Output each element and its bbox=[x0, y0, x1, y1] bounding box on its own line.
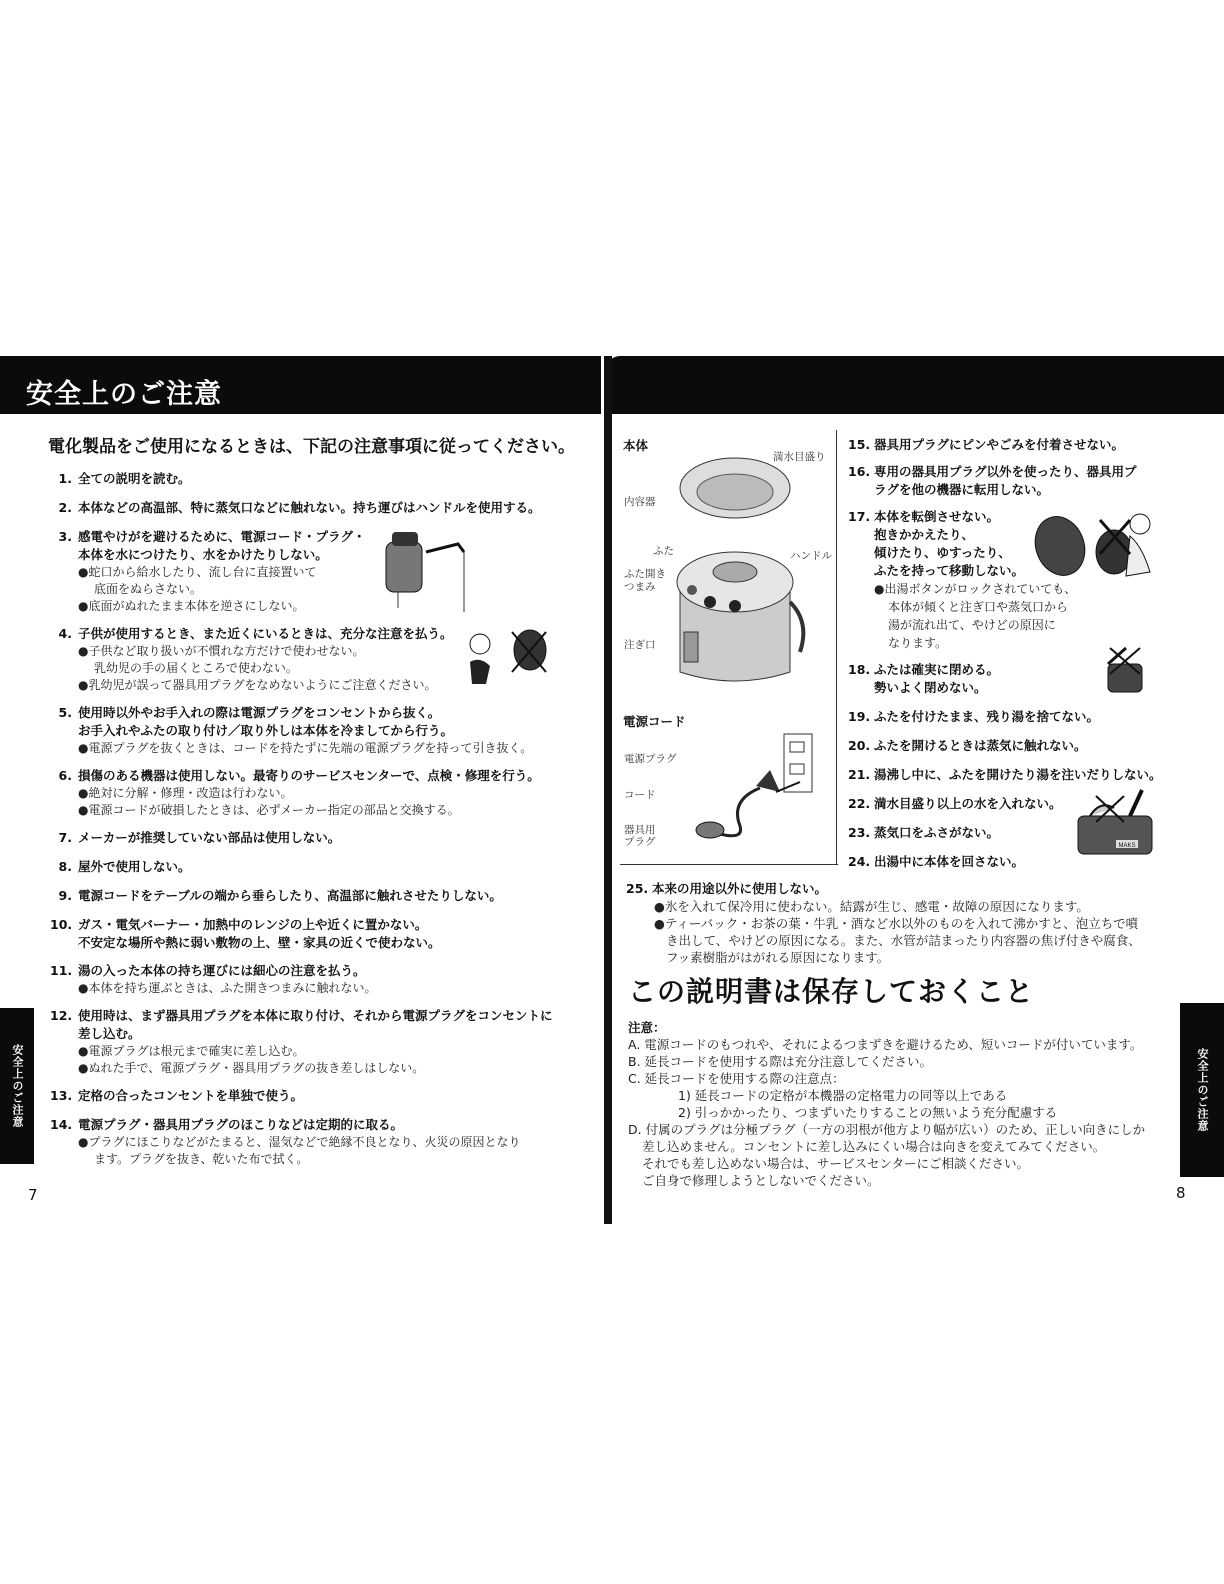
label-lid-open: ふた開き bbox=[624, 568, 666, 580]
label-full-mark: 満水目盛り bbox=[773, 451, 826, 463]
notes-block: 注意： A. 電源コードのもつれや、それによるつまずきを避けるため、短いコードが付いています。 B. 延長コードを使用する際は充分注意してください。 C. 延長コードを使用する際の注意点： 1) 延長コードの定格が本機器の定格電力の同等以上である 2) 引っかかったり、つまずいたりすることの無いよう充分配慮する D. 付属のプラグは分極プラグ（一方の羽根が他方より幅が広い）のため、正しい向きにしか 差し込めません。コンセントに差し込みにくい場合は向きを変えてみてください。 それでも差し込めない場合は、サービスセンターにご相談ください。 ご自身で修理しようとしないでください。 bbox=[628, 1018, 1176, 1189]
label-spout: 注ぎ口 bbox=[624, 639, 656, 651]
list-item: 2. 本体などの高温部、特に蒸気口などに触れない。持ち運びはハンドルを使用する。 bbox=[58, 500, 541, 515]
label-lid-open-2: つまみ bbox=[624, 581, 656, 593]
list-item: 9. 電源コードをテーブルの端から垂らしたり、高温部に触れさせたりしない。 bbox=[58, 888, 502, 903]
list-item: 16. 専用の器具用プラグ以外を使ったり、器具用プ ラグを他の機器に転用しない。 bbox=[848, 464, 1137, 497]
item-25: 25. 本来の用途以外に使用しない。 ●氷を入れて保冷用に使わない。結露が生じ、感電・故障の原因になります。 ●ティーバック・お茶の葉・牛乳・酒など水以外のものを入れて沸かすと、泡立ちで噴 き出して、やけどの原因になる。また、水管が詰まったり内容器の焦げ付きや腐食、 フッ素樹脂がはがれる原因になります。 bbox=[626, 881, 1141, 965]
notes-heading: 注意： bbox=[628, 1020, 666, 1035]
list-item: 19. ふたを付けたまま、残り湯を捨てない。 bbox=[848, 709, 1100, 724]
list-item: 13. 定格の合ったコンセントを単独で使う。 bbox=[50, 1088, 304, 1103]
list-item: 15. 器具用プラグにピンやごみを付着させない。 bbox=[848, 437, 1125, 452]
list-item: 23. 蒸気口をふさがない。 bbox=[848, 825, 1000, 840]
list-item: 12. 使用時は、まず器具用プラグを本体に取り付け、それから電源プラグをコンセントに 差し込む。 ●電源プラグは根元まで確実に差し込む。 ●ぬれた手で、電源プラグ・器具用プラグの抜き差しはしない。 bbox=[50, 1008, 553, 1075]
right-divider-horizontal bbox=[620, 864, 838, 865]
intro-text: 電化製品をご使用になるときは、下記の注意事項に従ってください。 bbox=[48, 437, 575, 457]
maks-label: MAKS bbox=[1118, 843, 1136, 849]
child-pot-illustration bbox=[450, 622, 550, 692]
pot-body-illustration bbox=[640, 452, 830, 692]
list-item: 1. 全ての説明を読む。 bbox=[58, 471, 191, 486]
label-lid: ふた bbox=[653, 545, 674, 557]
list-item: 22. 満水目盛り以上の水を入れない。 bbox=[848, 796, 1062, 811]
list-item: 21. 湯沸し中に、ふたを開けたり湯を注いだりしない。 bbox=[848, 767, 1162, 782]
list-item: 3. 感電やけがを避けるために、電源コード・プラグ・ 本体を水につけたり、水をかけたりしない。 ●蛇口から給水したり、流し台に直接置いて 底面をぬらさない。 ●底面がぬれたまま本体を逆さにしない。 bbox=[58, 529, 366, 613]
side-tab-left: 安全上のご注意 bbox=[0, 1008, 34, 1164]
page-title: 安全上のご注意 bbox=[26, 379, 222, 410]
list-item: 17. 本体を転倒させない。 抱きかかえたり、 傾けたり、ゆすったり、 ふたを持って移動しない。 ●出湯ボタンがロックされていても、 本体が傾くと注ぎ口や蒸気口から 湯が流れ出て、やけどの原因に なります。 bbox=[848, 509, 1077, 650]
pot-under-faucet-illustration bbox=[378, 522, 478, 622]
label-appliance-plug-2: プラグ bbox=[624, 836, 656, 848]
page-number-right: 8 bbox=[1176, 1184, 1186, 1202]
side-tab-right: 安全上のご注意 bbox=[1180, 1003, 1224, 1177]
page-number-left: 7 bbox=[28, 1186, 38, 1204]
body-diagram-heading: 本体 bbox=[623, 438, 649, 453]
label-handle: ハンドル bbox=[790, 550, 832, 562]
power-cord-illustration bbox=[660, 730, 830, 850]
closing-lid-illustration bbox=[1100, 644, 1150, 696]
list-item: 6. 損傷のある機器は使用しない。最寄りのサービスセンターで、点検・修理を行う。 ●絶対に分解・修理・改造は行わない。 ●電源コードが破損したときは、必ずメーカー指定の部品と交換する。 bbox=[58, 768, 540, 817]
label-inner-pot: 内容器 bbox=[624, 496, 656, 508]
left-item-list bbox=[50, 470, 590, 1168]
list-item: 20. ふたを開けるときは蒸気に触れない。 bbox=[848, 738, 1087, 753]
save-manual-title: この説明書は保存しておくこと bbox=[628, 975, 1035, 1008]
right-divider-vertical bbox=[836, 430, 837, 864]
list-item: 10. ガス・電気バーナー・加熱中のレンジの上や近くに置かない。 不安定な場所や熱に弱い敷物の上、壁・家具の近くで使わない。 bbox=[50, 917, 441, 950]
page-gutter bbox=[604, 356, 612, 1224]
overfill-pot-illustration bbox=[1070, 786, 1170, 858]
list-item: 5. 使用時以外やお手入れの際は電源プラグをコンセントから抜く。 お手入れやふたの取り付け／取り外しは本体を冷ましてから行う。 ●電源プラグを抜くときは、コードを持たずに先端の電源プラグを持って引き抜く。 bbox=[58, 705, 533, 755]
header-bar-right bbox=[606, 356, 1224, 414]
list-item: 18. ふたは確実に閉める。 勢いよく閉めない。 bbox=[848, 662, 1000, 695]
list-item: 4. 子供が使用するとき、また近くにいるときは、充分な注意を払う。 ●子供など取り扱いが不慣れな方だけで使わせない。 乳幼児の手の届くところで使わない。 ●乳幼児が誤って器具用プラグをなめないようにご注意ください。 bbox=[58, 626, 453, 692]
label-power-plug: 電源プラグ bbox=[624, 753, 677, 765]
list-item: 24. 出湯中に本体を回さない。 bbox=[848, 854, 1025, 869]
tilted-pot-illustration bbox=[1030, 506, 1166, 586]
list-item: 14. 電源プラグ・器具用プラグのほこりなどは定期的に取る。 ●プラグにほこりなどがたまると、湿気などで絶縁不良となり、火災の原因となり ます。プラグを抜き、乾いた布で拭く。 bbox=[50, 1117, 521, 1166]
label-appliance-plug: 器具用 bbox=[624, 824, 656, 836]
label-cord: コード bbox=[624, 789, 656, 801]
list-item: 11. 湯の入った本体の持ち運びには細心の注意を払う。 ●本体を持ち運ぶときは、ふた開きつまみに触れない。 bbox=[50, 963, 377, 995]
list-item: 8. 屋外で使用しない。 bbox=[58, 859, 191, 874]
cord-diagram-heading: 電源コード bbox=[623, 714, 686, 729]
list-item: 7. メーカーが推奨していない部品は使用しない。 bbox=[58, 830, 341, 845]
